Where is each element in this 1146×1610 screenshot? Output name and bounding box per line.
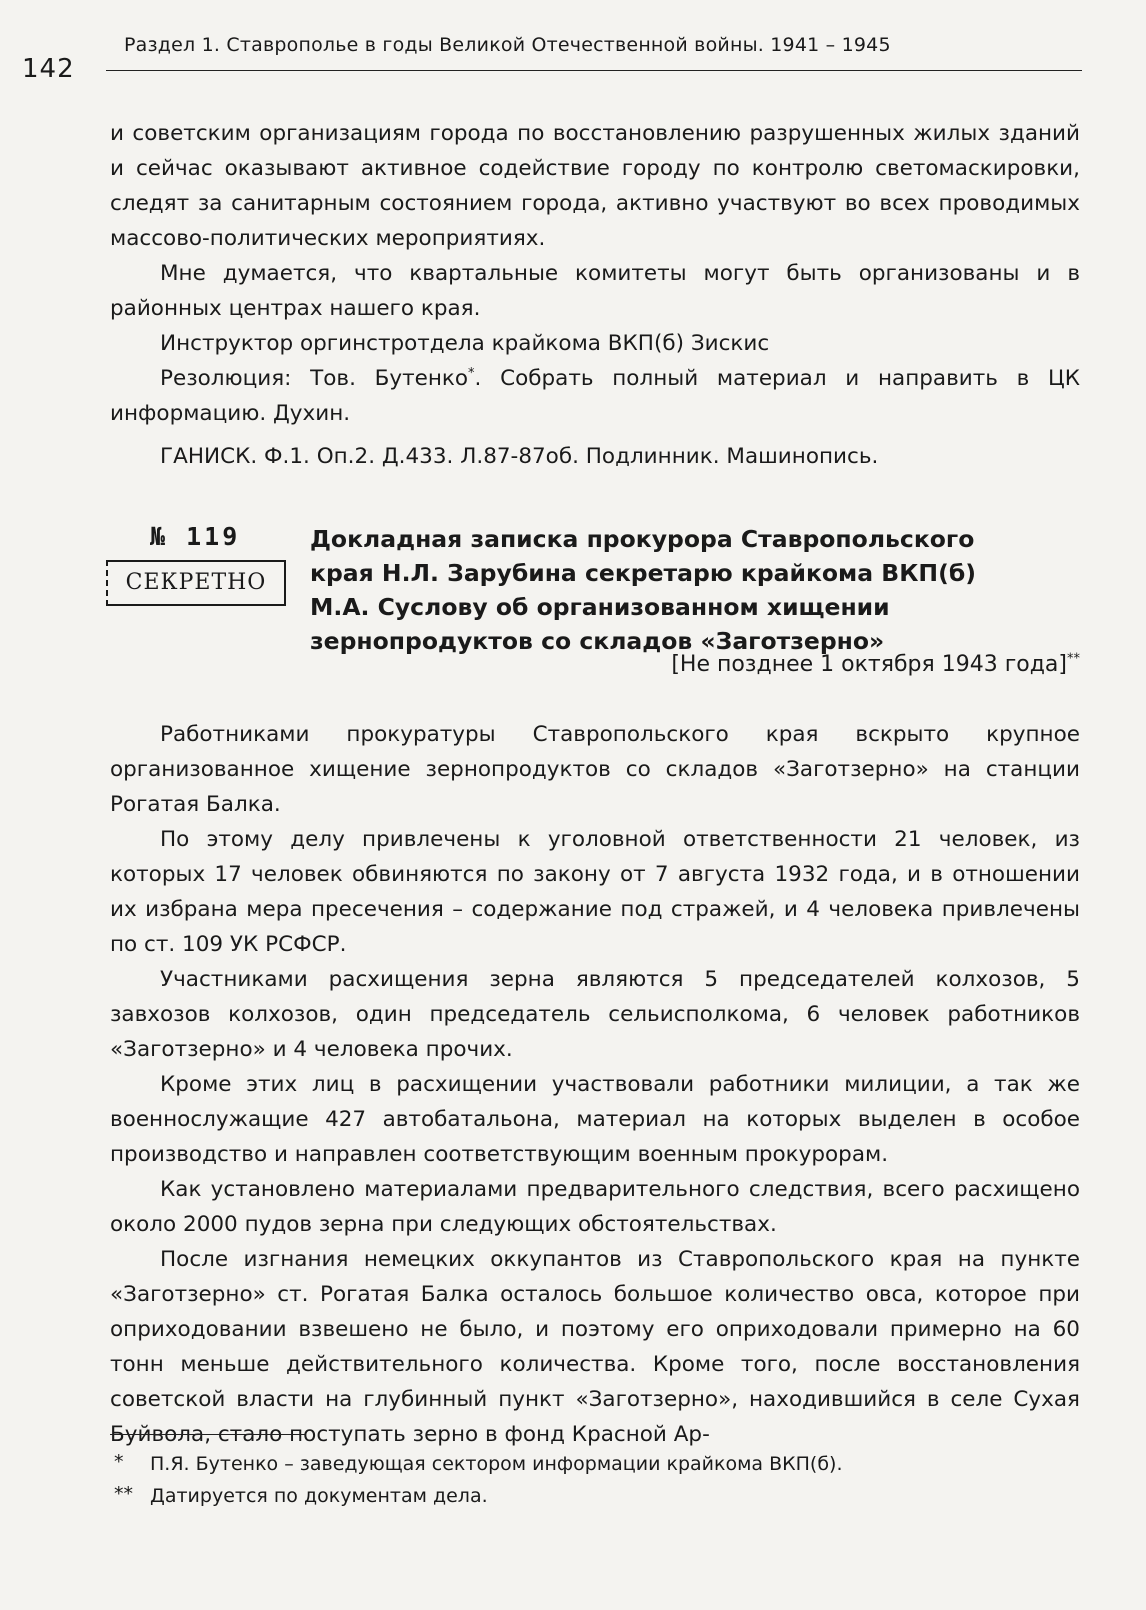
document-date (671, 652, 1080, 677)
title-line: зернопродуктов со складов «Заготзерно» (310, 627, 885, 655)
paragraph: Мне думается, что квартальные комитеты могут быть организованы и в районных центрах нашего края. (110, 261, 1080, 321)
paragraph: Как установлено материалами предварительного следствия, всего расхищено около 2000 пудов зерна при следующих обстоятельствах. (110, 1177, 1080, 1237)
document-body (110, 717, 1080, 1452)
title-line: М.А. Суслову об организованном хищении (310, 593, 890, 621)
secret-stamp: СЕКРЕТНО (106, 560, 286, 606)
document-number: № 119 (150, 522, 241, 551)
document-heading (106, 522, 1080, 702)
footnote-mark: ** (114, 1483, 133, 1505)
title-line: Докладная записка прокурора Ставропольского (310, 525, 975, 553)
footnotes (110, 1448, 1080, 1512)
resolution-paragraph (110, 361, 1080, 431)
paragraph: По этому делу привлечены к уголовной ответственности 21 человек, из которых 17 человек обвиняются по закону от 7 августа 1932 года, и в отношении их избрана мера пресечения – содержание под стражей, и 4 человека привлечены по ст. 109 УК РСФСР. (110, 827, 1080, 957)
footnote-text: Датируется по документам дела. (150, 1485, 488, 1507)
footnote (110, 1448, 1080, 1480)
paragraph: Кроме этих лиц в расхищении участвовали работники милиции, а так же военнослужащие 427 автобатальона, материал на которых выделен в особое производство и направлен соответствующим военным прокурорам. (110, 1072, 1080, 1167)
running-header (22, 30, 1082, 84)
archive-source: ГАНИСК. Ф.1. Оп.2. Д.433. Л.87-87об. Подлинник. Машинопись. (160, 444, 879, 469)
date-text: [Не позднее 1 октября 1943 года] (671, 652, 1067, 677)
document-title (310, 522, 1080, 658)
signature-line: Инструктор оргинстротдела крайкома ВКП(б) Зискис (160, 331, 770, 356)
paragraph: Участниками расхищения зерна являются 5 председателей колхозов, 5 завхозов колхозов, один председатель сельисполкома, 6 человек работников «Заготзерно» и 4 человека прочих. (110, 967, 1080, 1062)
header-rule (106, 70, 1082, 71)
running-title: Раздел 1. Ставрополье в годы Великой Отечественной войны. 1941 – 1945 (124, 34, 891, 56)
resolution-text-end: . Собрать полный материал и направить в ЦК информацию. Духин. (110, 366, 1080, 426)
paragraph: Работниками прокуратуры Ставропольского края вскрыто крупное организованное хищение зернопродуктов со складов «Заготзерно» на станции Рогатая Балка. (110, 722, 1080, 817)
footnote (110, 1480, 1080, 1512)
footnote-ref: * (468, 365, 475, 381)
footnote-ref: ** (1067, 651, 1080, 667)
footnote-text: П.Я. Бутенко – заведующая сектором информации крайкома ВКП(б). (150, 1453, 843, 1475)
footnote-mark: * (114, 1451, 124, 1473)
paragraph: После изгнания немецких оккупантов из Ставропольского края на пункте «Заготзерно» ст. Рогатая Балка осталось большое количество овса, которое при оприходовании взвешено не было, и поэтому его оприходовали примерно на 60 тонн меньше действительного количества. Кроме того, после восстановления советской власти на глубинный пункт «Заготзерно», находившийся в селе Сухая Буйвола, стало поступать зерно в фонд Красной Ар- (110, 1247, 1080, 1447)
previous-document-text (110, 116, 1080, 474)
paragraph: и советским организациям города по восстановлению разрушенных жилых зданий и сейчас оказывают активное содействие городу по контролю светомаскировки, следят за санитарным состоянием города, активно участвуют во всех проводимых массово-политических мероприятиях. (110, 121, 1080, 251)
page-number: 142 (22, 54, 75, 84)
footnote-rule (110, 1434, 306, 1435)
resolution-text-start: Резолюция: Тов. Бутенко (160, 366, 469, 391)
title-line: края Н.Л. Зарубина секретарю крайкома ВКП(б) (310, 559, 976, 587)
